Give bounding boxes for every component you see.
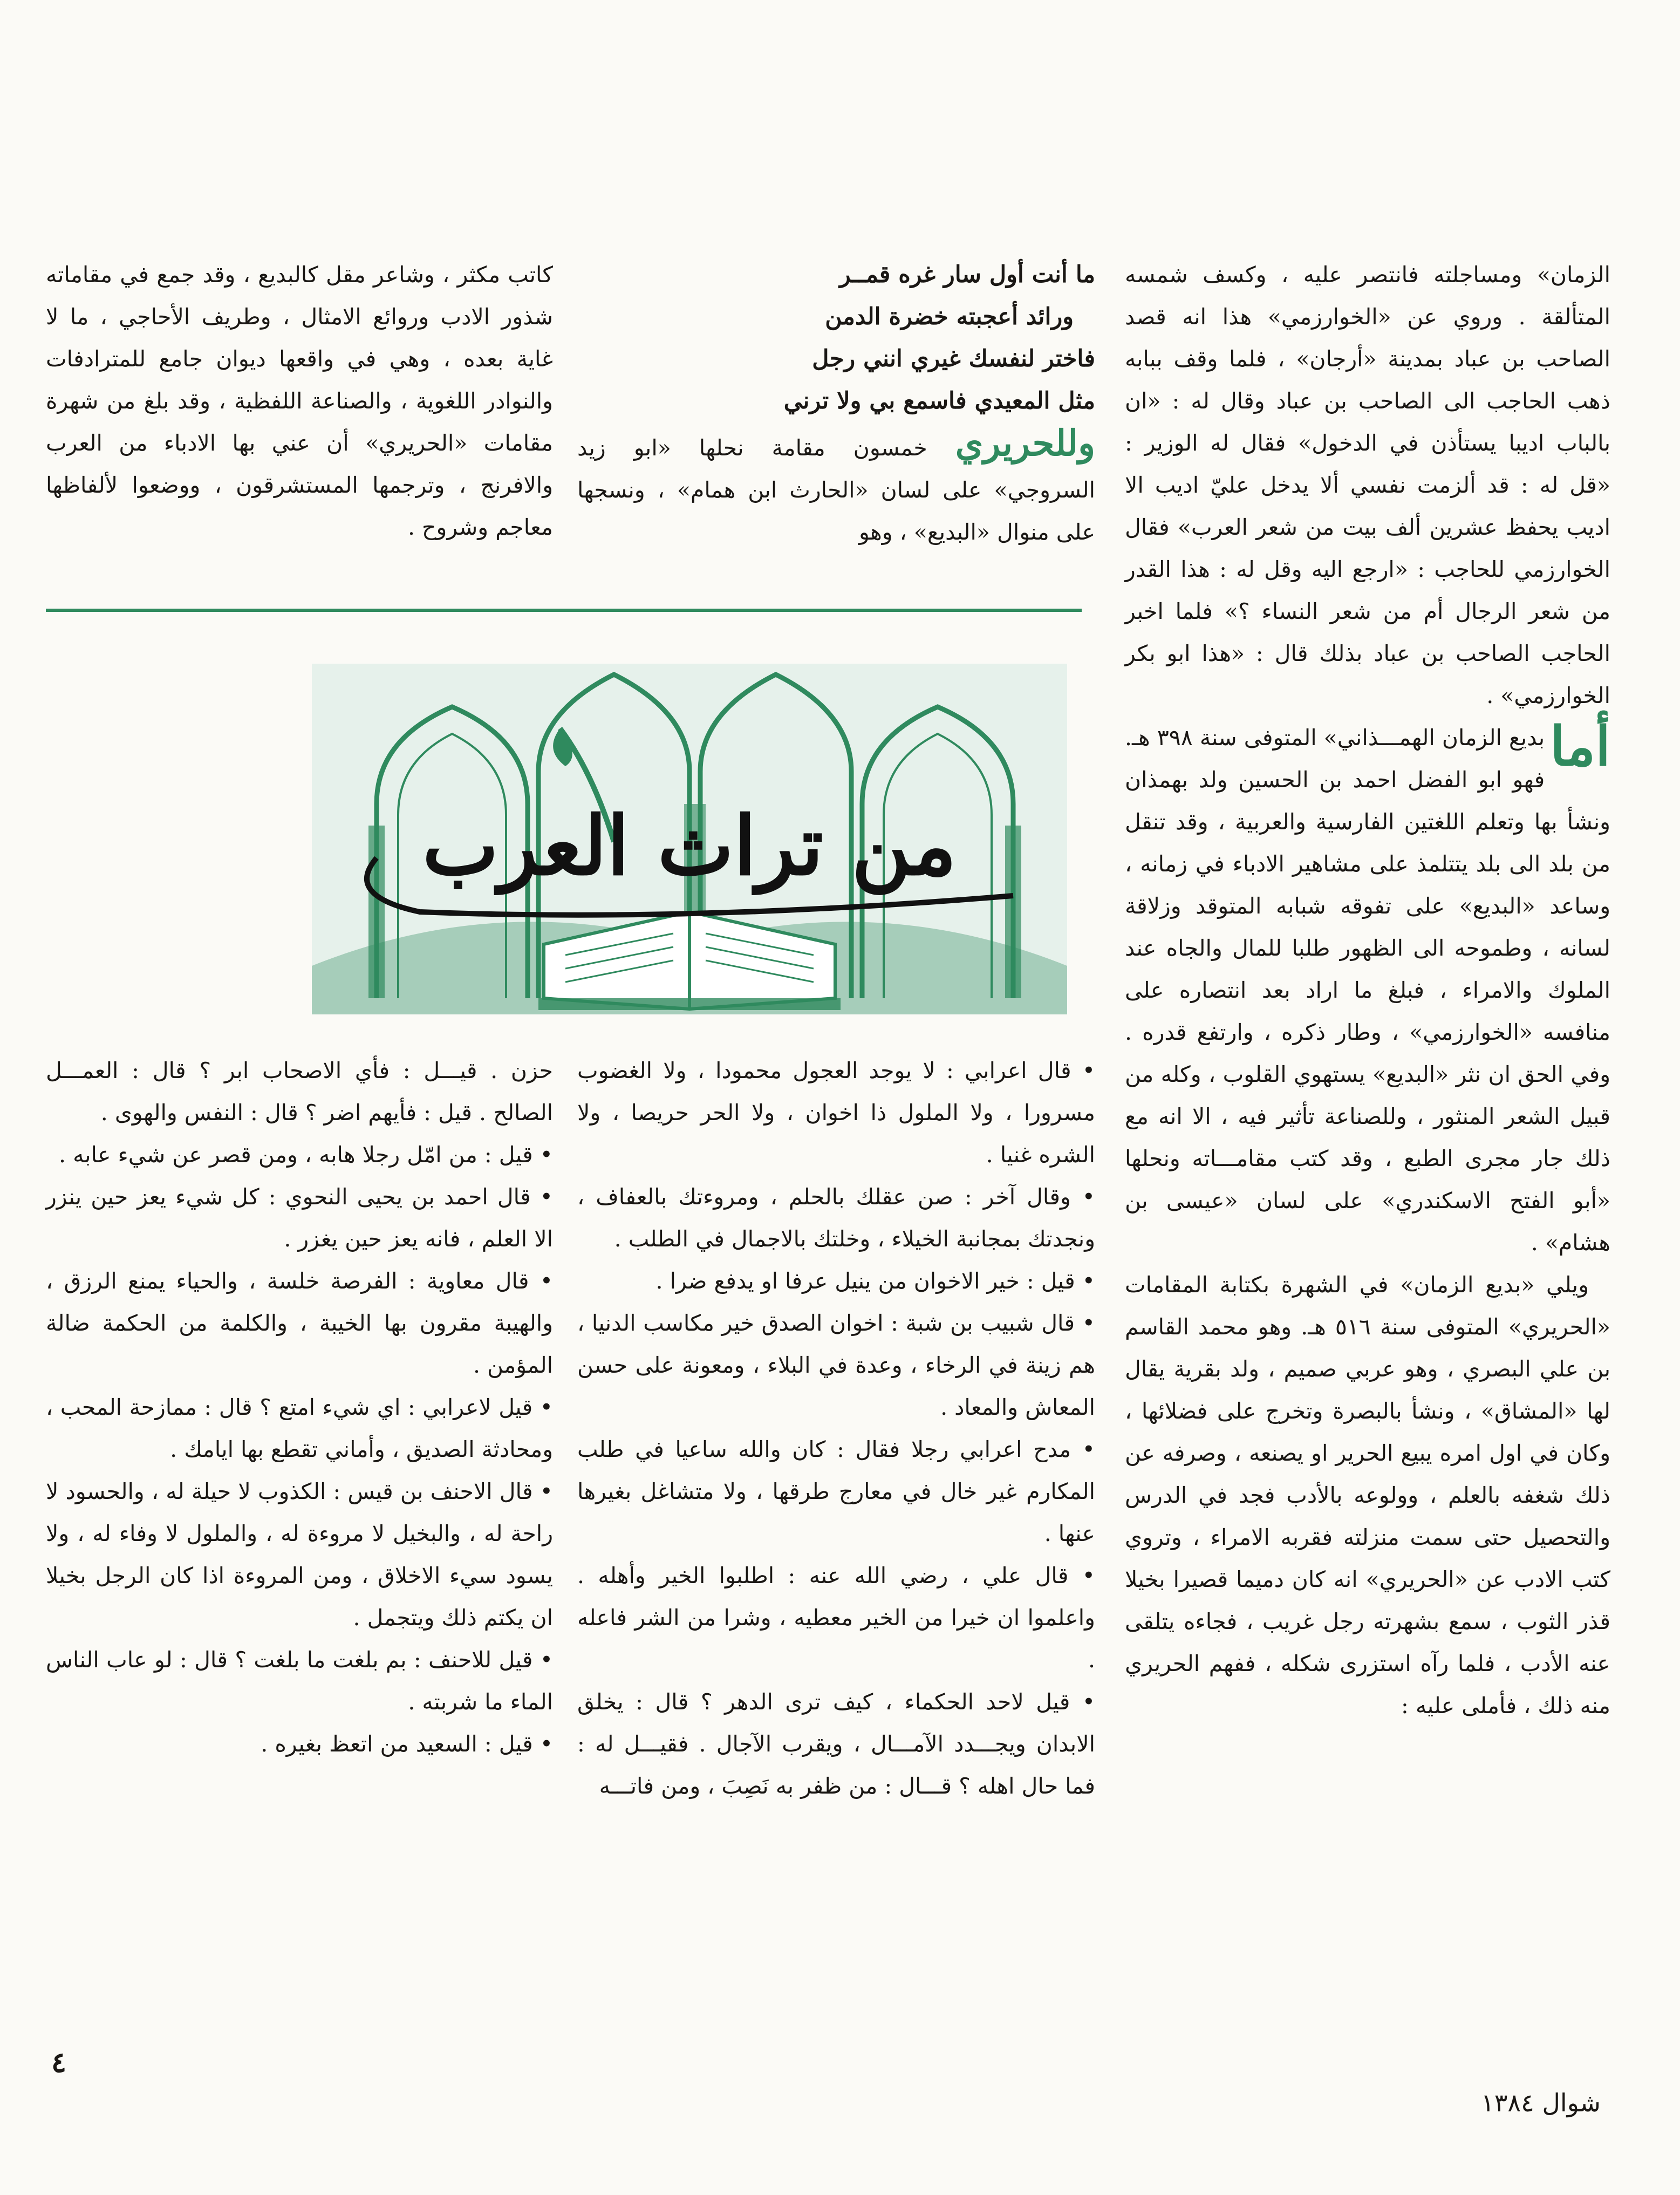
middle-top-column <box>577 254 1095 553</box>
left-bottom-column <box>46 1049 553 1765</box>
saying: • قيل لاعرابي : اي شيء امتع ؟ قال : ممازحة المحب ، ومحادثة الصديق ، وأماني تقطع بها ايامك . <box>46 1394 553 1462</box>
left-top-paragraph: كاتب مكثر ، وشاعر مقل كالبديع ، وقد جمع في مقاماته شذور الادب وروائع الامثال ، وطريف الأحاجي ، ما لا غاية بعده ، وهي في واقعها ديوان جامع للمترادفات والنوادر اللغوية ، والصناعة اللفظية ، وقد بلغ من شهرة مقامات «الحريري» أن عني بها الادباء من العرب والافرنج ، وترجمها المستشرقون ، ووضعوا لألفاظها معاجم وشروح . <box>46 262 553 540</box>
right-paragraph-3: ويلي «بديع الزمان» في الشهرة بكتابة المقامات «الحريري» المتوفى سنة ٥١٦ هـ. وهو محمد القاسم بن علي البصري ، وهو عربي صميم ، ولد بقرية يقال لها «المشاق» ، ونشأ بالبصرة وتخرج على فضلائها ، وكان في اول امره يبيع الحرير او يصنعه ، وصرفه عن ذلك شغفه بالعلم ، وولوعه بالأدب فجد في الدرس والتحصيل حتى سمت منزلته فقربه الامراء ، وتروي كتب الادب عن «الحريري» انه كان دميما قصيرا بخيلا قذر الثوب ، سمع بشهرته رجل غريب ، فجاءه يتلقى عنه الأدب ، فلما رآه استزرى شكله ، ففهم الحريري منه ذلك ، فأملى عليه : <box>1125 1272 1611 1719</box>
saying: • وقال آخر : صن عقلك بالحلم ، ومروءتك بالعفاف ، ونجدتك بمجانبة الخيلاء ، وخلتك بالاجمال في الطلب . <box>577 1184 1095 1252</box>
right-paragraph-1: الزمان» ومساجلته فانتصر عليه ، وكسف شمسه المتألقة . وروي عن «الخوارزمي» هذا انه قصد الصاحب بن عباد بمدينة «أرجان» ، فلما وقف ببابه ذهب الحاجب الى الصاحب بن عباد وقال له : «ان بالباب اديبا يستأذن في الدخول» فقال له الوزير : «قل له : قد ألزمت نفسي ألا يدخل عليّ اديب الا اديب يحفظ عشرين ألف بيت من شعر العرب» فقال الخوارزمي للحاجب : «ارجع اليه وقل له : هذا القدر من شعر الرجال أم من شعر النساء ؟» فلما اخبر الحاجب الصاحب بن عباد بذلك قال : «هذا ابو بكر الخوارزمي» . <box>1125 262 1610 708</box>
saying: • قيل : السعيد من اتعظ بغيره . <box>261 1731 553 1757</box>
saying: • قال اعرابي : لا يوجد العجول محمودا ، ولا الغضوب مسرورا ، ولا الملول ذا اخوان ، ولا الحر حريصا ، ولا الشره غنيا . <box>577 1058 1095 1168</box>
saying: • قيل للاحنف : بم بلغت ما بلغت ؟ قال : لو عاب الناس الماء ما شربته . <box>46 1647 553 1715</box>
poem-line: فاختر لنفسك غيري انني رجل <box>812 345 1095 372</box>
poem <box>577 254 1095 422</box>
hariri-lead-word: وللحريري <box>955 422 1095 464</box>
saying: • قال احمد بن يحيى النحوي : كل شيء يعز حين ينزر الا العلم ، فانه يعز حين يغزر . <box>46 1184 553 1252</box>
hariri-intro: وللحريري خمسون مقامة نحلها «ابو زيد السروجي» على لسان «الحارث ابن همام» ، ونسجها على منوال «البديع» ، وهو <box>577 422 1095 545</box>
issue-date: شوال ١٣٨٤ <box>1481 2088 1601 2117</box>
poem-line: مثل المعيدي فاسمع بي ولا ترني <box>783 387 1095 414</box>
saying: • مدح اعرابي رجلا فقال : كان والله ساعيا في طلب المكارم غير خال في معارج طرقها ، ولا متشاغل بغيرها عنها . <box>577 1436 1095 1546</box>
left-top-column <box>46 254 553 548</box>
saying: • قيل : من امّل رجلا هابه ، ومن قصر عن شيء عابه . <box>59 1142 553 1168</box>
saying: • قيل لاحد الحكماء ، كيف ترى الدهر ؟ قال : يخلق الابدان ويجـــدد الآمـــال ، ويقرب الآجال . فقيـــل له : فما حال اهله ؟ قـــال : من ظفر به نَصِبَ ، ومن فاتـــه <box>577 1689 1095 1799</box>
heritage-illustration <box>312 664 1067 1014</box>
saying: • قال شبيب بن شبة : اخوان الصدق خير مكاسب الدنيا ، هم زينة في الرخاء ، وعدة في البلاء ، ومعونة على حسن المعاش والمعاد . <box>577 1310 1095 1420</box>
illustration-title: من تراث العرب <box>422 799 957 894</box>
saying: • قال معاوية : الفرصة خلسة ، والحياء يمنع الرزق ، والهيبة مقرون بها الخيبة ، والكلمة من الحكمة ضالة المؤمن . <box>46 1268 553 1378</box>
saying: • قال علي ، رضي الله عنه : اطلبوا الخير وأهله . واعلموا ان خيرا من الخير معطيه ، وشرا من الشر فاعله . <box>577 1563 1095 1673</box>
poem-line: ورائد أعجبته خضرة الدمن <box>825 303 1074 330</box>
section-divider <box>46 609 1082 612</box>
poem-line: ما أنت أول سار غره قمــر <box>839 261 1095 288</box>
saying: • قال الاحنف بن قيس : الكذوب لا حيلة له ، والحسود لا راحة له ، والبخيل لا مروءة له ، والملول لا وفاء له ، ولا يسود سيء الاخلاق ، ومن المروءة اذا كان الرجل بخيلا ان يكتم ذلك ويتجمل . <box>46 1478 553 1631</box>
page-number: ٤ <box>51 2046 66 2079</box>
saying: • قيل : خير الاخوان من ينيل عرفا او يدفع ضرا . <box>655 1268 1095 1294</box>
right-paragraph-2: أما بديع الزمان الهمـــذاني» المتوفى سنة ٣٩٨ هـ. فهو ابو الفضل احمد بن الحسين ولد بهمذان ونشأ بها وتعلم اللغتين الفارسية والعربية ، وقد تنقل من بلد الى بلد يتتلمذ على مشاهير الادباء في زمانه ، وساعد «البديع» على تفوقه شبابه المتوقد وزلاقة لسانه ، وطموحه الى الظهور طلبا للمال والجاه عند الملوك والامراء ، فبلغ ما اراد بعد انتصاره على منافسه «الخوارزمي» ، وطار ذكره ، وارتفع قدره . وفي الحق ان نثر «البديع» يستهوي القلوب ، وكله من قبيل الشعر المنثور ، وللصناعة تأثير فيه ، الا انه مع ذلك جار مجرى الطبع ، وقد كتب مقامـــاته ونحلها «أبو الفتح الاسكندري» على لسان «عيسى بن هشام» . <box>1125 714 1610 1256</box>
drop-letter: أما <box>1550 714 1610 778</box>
right-column <box>1125 254 1610 1727</box>
middle-bottom-column <box>577 1049 1095 1807</box>
saying: حزن . قيـــل : فأي الاصحاب ابر ؟ قال : العمـــل الصالح . قيل : فأيهم اضر ؟ قال : النفس والهوى . <box>46 1058 553 1126</box>
